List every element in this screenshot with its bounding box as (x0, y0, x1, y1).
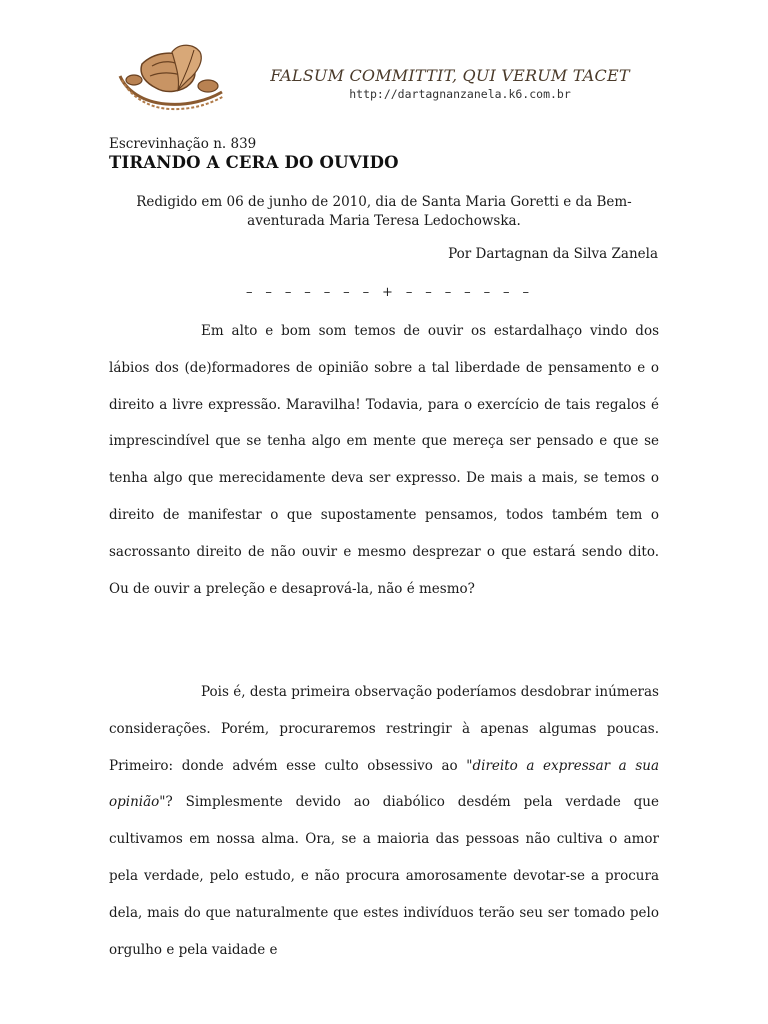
quill-and-scroll-icon (112, 42, 228, 118)
series-number: Escrevinhação n. 839 (109, 136, 257, 152)
paragraph-1 (109, 313, 659, 607)
paragraph-2-quote: "direito a expressar a sua opinião" (109, 757, 659, 811)
section-separator: – – – – – – – + – – – – – – – (246, 285, 534, 300)
paragraph-2-text-b: ? Simplesmente devido ao diabólico desdém pela verdade que cultivamos em nossa alma. Ora, se a maioria das pessoas não cultiva o amor pela verdade, pelo estudo, e não procura amorosamente devotar-se a procura dela, mais do que naturalmente que estes indivíduos terão seu ser tomado pelo orgulho e pela vaidade e (109, 794, 659, 958)
paragraph-2 (109, 674, 659, 968)
dateline: Redigido em 06 de junho de 2010, dia de Santa Maria Goretti e da Bem-aventurada Maria Teresa Ledochowska. (136, 194, 632, 229)
paragraph-1-text: Em alto e bom som temos de ouvir os estardalhaço vindo dos lábios dos (de)formadores de opinião sobre a tal liberdade de pensamento e o direito a livre expressão. Maravilha! Todavia, para o exercício de tais regalos é imprescindível que se tenha algo em mente que mereça ser pensado e que se tenha algo que merecidamente deva ser expresso. De mais a mais, se temos o direito de manifestar o que supostamente pensamos, todos também tem o sacrossanto direito de não ouvir e mesmo desprezar o que estará sendo dito. Ou de ouvir a preleção e desaprová-la, não é mesmo? (109, 323, 659, 597)
paragraph-2-text-a: Pois é, desta primeira observação poderíamos desdobrar inúmeras considerações. Porém, procuraremos restringir à apenas algumas poucas. Primeiro: donde advém esse culto obsessivo ao (109, 684, 659, 774)
site-url[interactable]: http://dartagnanzanela.k6.com.br (349, 87, 571, 101)
author-line: Por Dartagnan da Silva Zanela (448, 246, 658, 262)
motto: FALSUM COMMITTIT, QUI VERUM TACET (270, 66, 630, 85)
page-title: TIRANDO A CERA DO OUVIDO (109, 153, 399, 172)
